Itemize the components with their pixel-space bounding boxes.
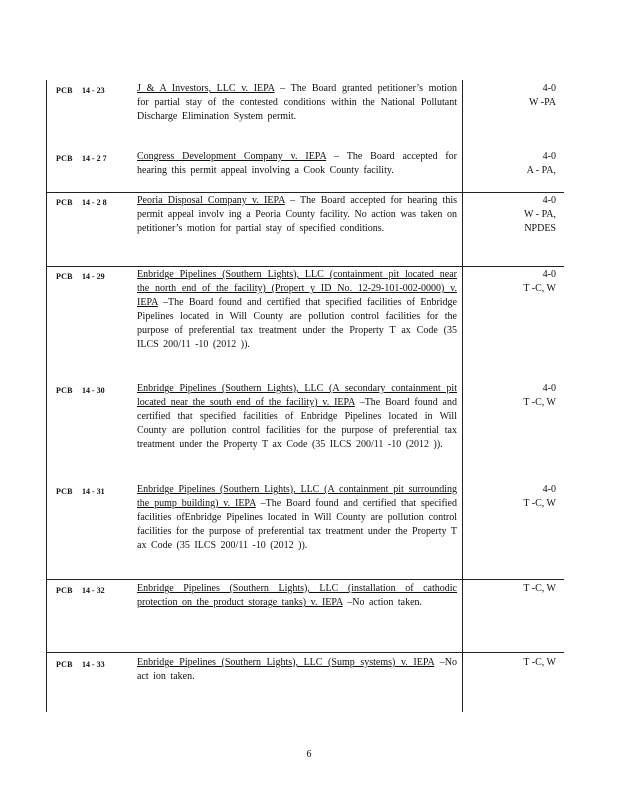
entry-text xyxy=(137,382,457,452)
docket-number: 14 - 2 8 xyxy=(82,198,107,207)
case-title: Enbridge Pipelines (Southern Lights), LLC (A secondary containment pit located near the south end of the facility) v. IEPA xyxy=(137,383,457,408)
case-summary: – The Board accepted for hearing this permit appeal involving a Cook County facility. xyxy=(137,151,457,176)
entry-row xyxy=(46,481,564,580)
vote-tally: T -C, W xyxy=(523,583,556,594)
docket-prefix: PCB xyxy=(56,86,73,95)
docket-prefix: PCB xyxy=(56,487,73,496)
vote-tally: 4-0 T -C, W xyxy=(523,269,556,294)
entry-text xyxy=(137,194,457,236)
page-number: 6 xyxy=(306,749,312,760)
docket-number: 14 - 2 7 xyxy=(82,154,107,163)
case-title: Congress Development Company v. IEPA xyxy=(137,151,327,162)
entry-row xyxy=(46,148,564,193)
entry-text xyxy=(137,483,457,553)
vote-tally: 4-0 W - PA, NPDES xyxy=(524,195,556,234)
entry-row xyxy=(46,654,564,712)
case-summary: – The Board granted petitioner’s motion for partial stay of the contested conditions within the National Pollutant Discharge Elimination System permit. xyxy=(137,83,457,122)
docket-prefix: PCB xyxy=(56,154,73,163)
case-title: Enbridge Pipelines (Southern Lights), LLC (Sump systems) v. IEPA xyxy=(137,657,435,668)
case-summary: –The Board found and certified that specified facilities of Enbridge Pipelines located in Will County are pollution control facilities for the purpose of preferential tax treatment under the Property T ax Code (35 ILCS 200/11 -10 (2012 )). xyxy=(137,397,457,450)
case-title: J & A Investors, LLC v. IEPA xyxy=(137,83,275,94)
docket-number: 14 - 23 xyxy=(82,86,105,95)
case-summary: –The Board found and certified that specified facilities of Enbridge Pipelines located in Will County are pollution control facilities for the purpose of preferential tax treatment under the Property T ax Code (35 ILCS 200/11 -10 (2012 )). xyxy=(137,297,457,350)
case-title: Enbridge Pipelines (Southern Lights), LLC (containment pit located near the north end of the facility) (Propert y ID No. 12-29-101-002-0000) v. IEPA xyxy=(137,269,457,308)
entry-text xyxy=(137,150,457,178)
docket-prefix: PCB xyxy=(56,272,73,281)
docket-prefix: PCB xyxy=(56,660,73,669)
entry-text xyxy=(137,268,457,352)
docket-number: 14 - 32 xyxy=(82,586,105,595)
case-summary: –No act ion taken. xyxy=(137,657,457,682)
docket-number: 14 - 33 xyxy=(82,660,105,669)
case-title: Enbridge Pipelines (Southern Lights), LLC (installation of cathodic protection on the product storage tanks) v. IEPA xyxy=(137,583,457,608)
entry-text xyxy=(137,582,457,610)
vote-tally: 4-0 W -PA xyxy=(529,83,556,108)
docket-prefix: PCB xyxy=(56,586,73,595)
docket-prefix: PCB xyxy=(56,198,73,207)
case-summary: – The Board accepted for hearing this permit appeal involv ing a Peoria County facility. No action was taken on petitioner’s motion for partial stay of specified conditions. xyxy=(137,195,457,234)
docket-prefix: PCB xyxy=(56,386,73,395)
case-summary: –No action taken. xyxy=(342,597,423,608)
entry-row xyxy=(46,266,564,378)
entry-row xyxy=(46,380,564,480)
case-summary: –The Board found and certified that specified facilities ofEnbridge Pipelines located in Will County are pollution control facilities for the purpose of preferential tax treatment under the Property T ax Code (35 ILCS 200/11 -10 (2012 )). xyxy=(137,498,457,551)
entry-row xyxy=(46,580,564,653)
vote-tally: T -C, W xyxy=(523,657,556,668)
docket-number: 14 - 31 xyxy=(82,487,105,496)
case-title: Peoria Disposal Company v. IEPA xyxy=(137,195,285,206)
case-title: Enbridge Pipelines (Southern Lights), LLC (A containment pit surrounding the pump building) v. IEPA xyxy=(137,484,457,509)
vote-tally: 4-0 T -C, W xyxy=(523,484,556,509)
entry-text xyxy=(137,656,457,684)
docket-number: 14 - 29 xyxy=(82,272,105,281)
entry-text xyxy=(137,82,457,124)
vote-tally: 4-0 A - PA, xyxy=(526,151,556,176)
vote-tally: 4-0 T -C, W xyxy=(523,383,556,408)
docket-number: 14 - 30 xyxy=(82,386,105,395)
entry-row xyxy=(46,192,564,267)
